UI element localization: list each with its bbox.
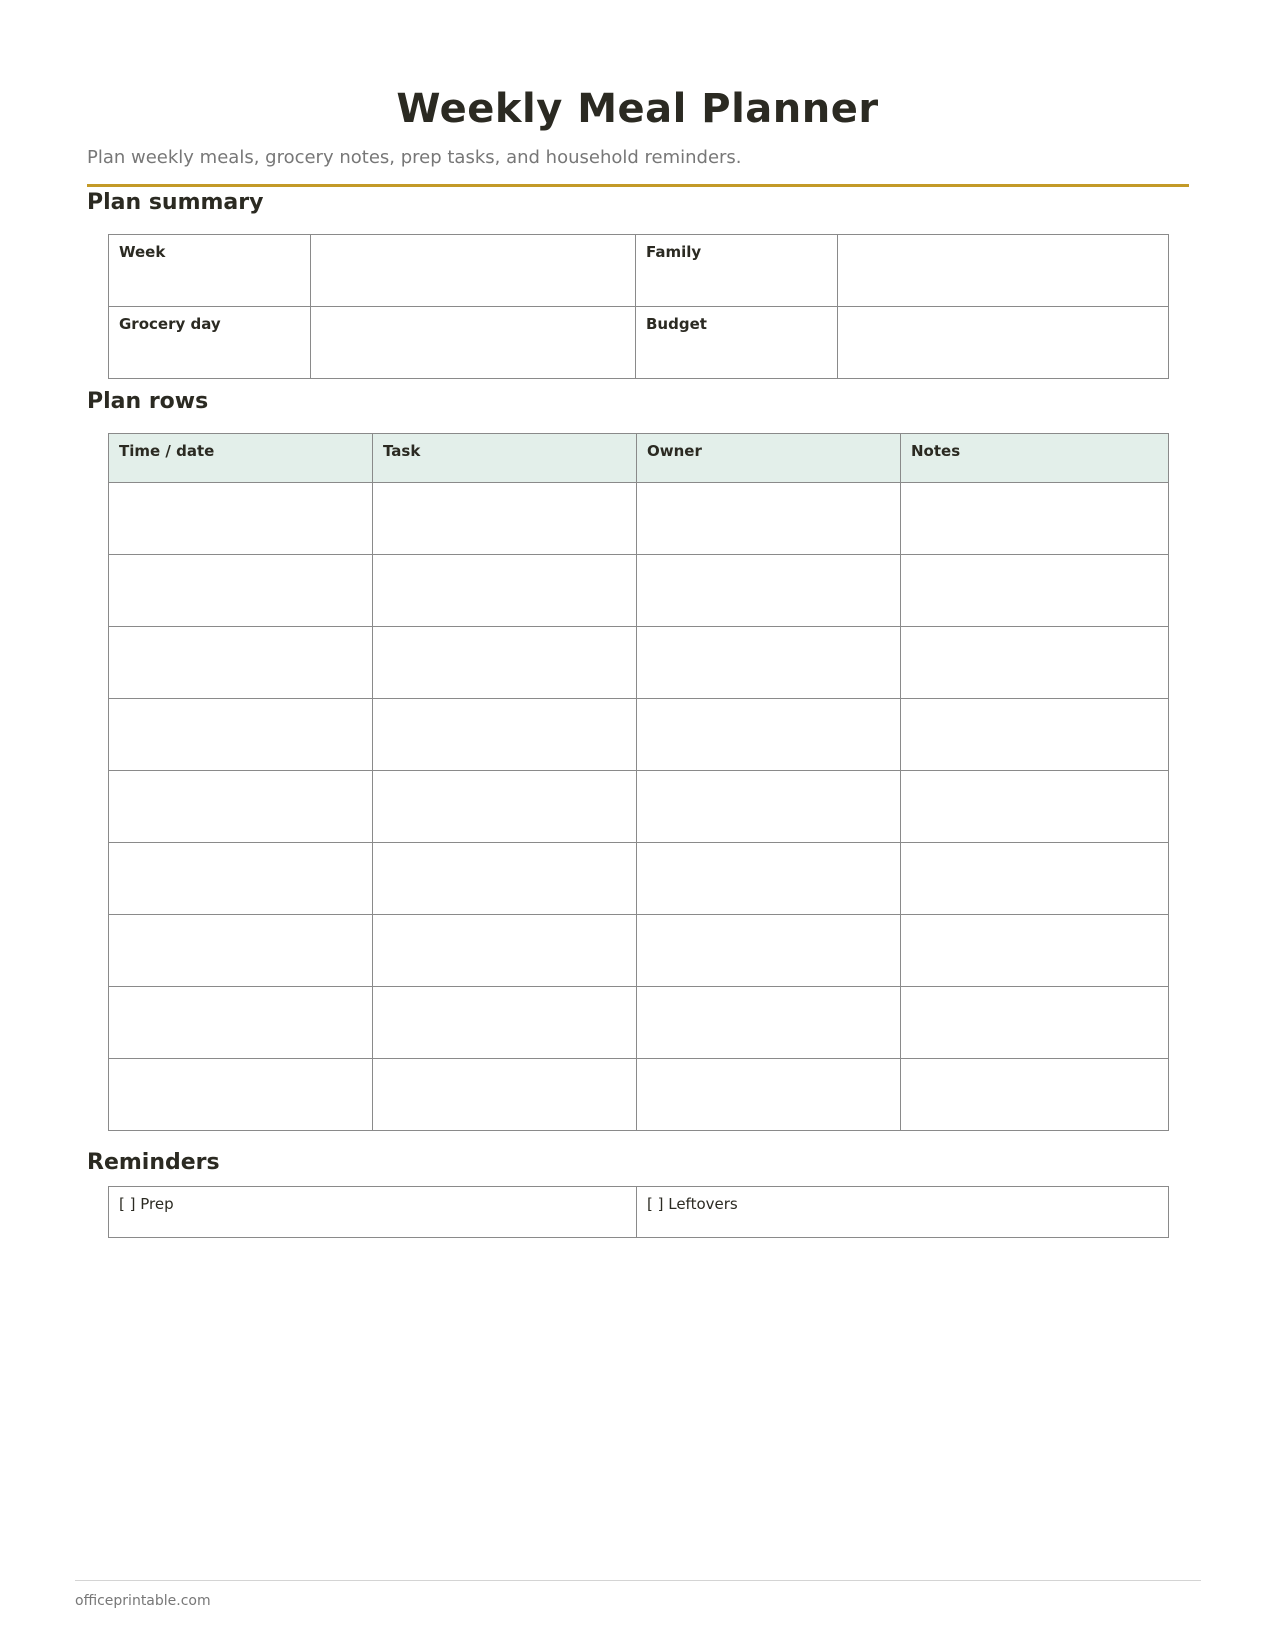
- summary-label-week: Week: [119, 243, 166, 261]
- summary-label-cell: [109, 307, 311, 379]
- reminder-prep: [ ] Prep: [119, 1195, 174, 1213]
- table-row: [109, 555, 1169, 627]
- table-cell[interactable]: [637, 771, 901, 843]
- table-row: [109, 1059, 1169, 1131]
- summary-row: [109, 307, 1169, 379]
- column-header-label: Owner: [647, 442, 702, 460]
- table-cell[interactable]: [373, 699, 637, 771]
- column-header-task: [373, 434, 637, 483]
- page-subtitle: Plan weekly meals, grocery notes, prep tasks, and household reminders.: [87, 147, 742, 168]
- table-row: [109, 915, 1169, 987]
- column-header-owner: [637, 434, 901, 483]
- table-cell[interactable]: [109, 915, 373, 987]
- table-cell[interactable]: [637, 699, 901, 771]
- table-cell[interactable]: [637, 915, 901, 987]
- table-cell[interactable]: [109, 483, 373, 555]
- reminder-cell[interactable]: [109, 1187, 637, 1238]
- footer-divider: [75, 1580, 1201, 1581]
- title-divider: [87, 184, 1189, 187]
- summary-label-cell: [636, 307, 838, 379]
- reminders-heading: Reminders: [87, 1150, 220, 1175]
- table-row: [109, 771, 1169, 843]
- table-cell[interactable]: [373, 483, 637, 555]
- table-cell[interactable]: [637, 483, 901, 555]
- table-cell[interactable]: [109, 987, 373, 1059]
- table-cell[interactable]: [901, 627, 1169, 699]
- table-row: [109, 699, 1169, 771]
- table-cell[interactable]: [109, 1059, 373, 1131]
- plan-rows-header: [109, 434, 1169, 483]
- table-cell[interactable]: [637, 843, 901, 915]
- column-header-notes: [901, 434, 1169, 483]
- table-row: [109, 483, 1169, 555]
- table-row: [109, 843, 1169, 915]
- footer-source: officeprintable.com: [75, 1593, 211, 1609]
- table-cell[interactable]: [109, 627, 373, 699]
- table-cell[interactable]: [373, 987, 637, 1059]
- table-cell[interactable]: [637, 555, 901, 627]
- plan-rows-table: [108, 433, 1169, 1131]
- table-cell[interactable]: [373, 627, 637, 699]
- table-cell[interactable]: [637, 1059, 901, 1131]
- table-cell[interactable]: [637, 627, 901, 699]
- column-header-label: Notes: [911, 442, 961, 460]
- summary-label-family: Family: [646, 243, 702, 261]
- table-cell[interactable]: [373, 555, 637, 627]
- reminder-leftovers: [ ] Leftovers: [647, 1195, 738, 1213]
- summary-label-cell: [636, 235, 838, 307]
- summary-label-cell: [109, 235, 311, 307]
- plan-summary-table: [108, 234, 1169, 379]
- table-cell[interactable]: [901, 483, 1169, 555]
- table-cell[interactable]: [901, 771, 1169, 843]
- summary-value-grocery-day[interactable]: [311, 307, 636, 379]
- table-cell[interactable]: [637, 987, 901, 1059]
- table-cell[interactable]: [901, 699, 1169, 771]
- summary-value-week[interactable]: [311, 235, 636, 307]
- table-cell[interactable]: [109, 555, 373, 627]
- plan-summary-heading: Plan summary: [87, 190, 264, 215]
- summary-row: [109, 235, 1169, 307]
- table-cell[interactable]: [901, 1059, 1169, 1131]
- column-header-label: Task: [383, 442, 421, 460]
- table-cell[interactable]: [373, 771, 637, 843]
- plan-rows-heading: Plan rows: [87, 389, 209, 414]
- table-cell[interactable]: [901, 555, 1169, 627]
- table-cell[interactable]: [901, 915, 1169, 987]
- page-title: Weekly Meal Planner: [396, 86, 879, 132]
- table-cell[interactable]: [109, 843, 373, 915]
- table-cell[interactable]: [373, 843, 637, 915]
- summary-label-grocery-day: Grocery day: [119, 315, 221, 333]
- reminders-table: [108, 1186, 1169, 1238]
- summary-value-family[interactable]: [838, 235, 1169, 307]
- table-cell[interactable]: [109, 699, 373, 771]
- column-header-time-date: [109, 434, 373, 483]
- table-cell[interactable]: [373, 1059, 637, 1131]
- table-row: [109, 987, 1169, 1059]
- table-cell[interactable]: [901, 843, 1169, 915]
- summary-value-budget[interactable]: [838, 307, 1169, 379]
- summary-label-budget: Budget: [646, 315, 707, 333]
- table-cell[interactable]: [901, 987, 1169, 1059]
- reminder-cell[interactable]: [637, 1187, 1169, 1238]
- table-cell[interactable]: [109, 771, 373, 843]
- reminders-row: [109, 1187, 1169, 1238]
- plan-rows-body: [109, 483, 1169, 1131]
- table-row: [109, 627, 1169, 699]
- table-cell[interactable]: [373, 915, 637, 987]
- column-header-label: Time / date: [119, 442, 215, 460]
